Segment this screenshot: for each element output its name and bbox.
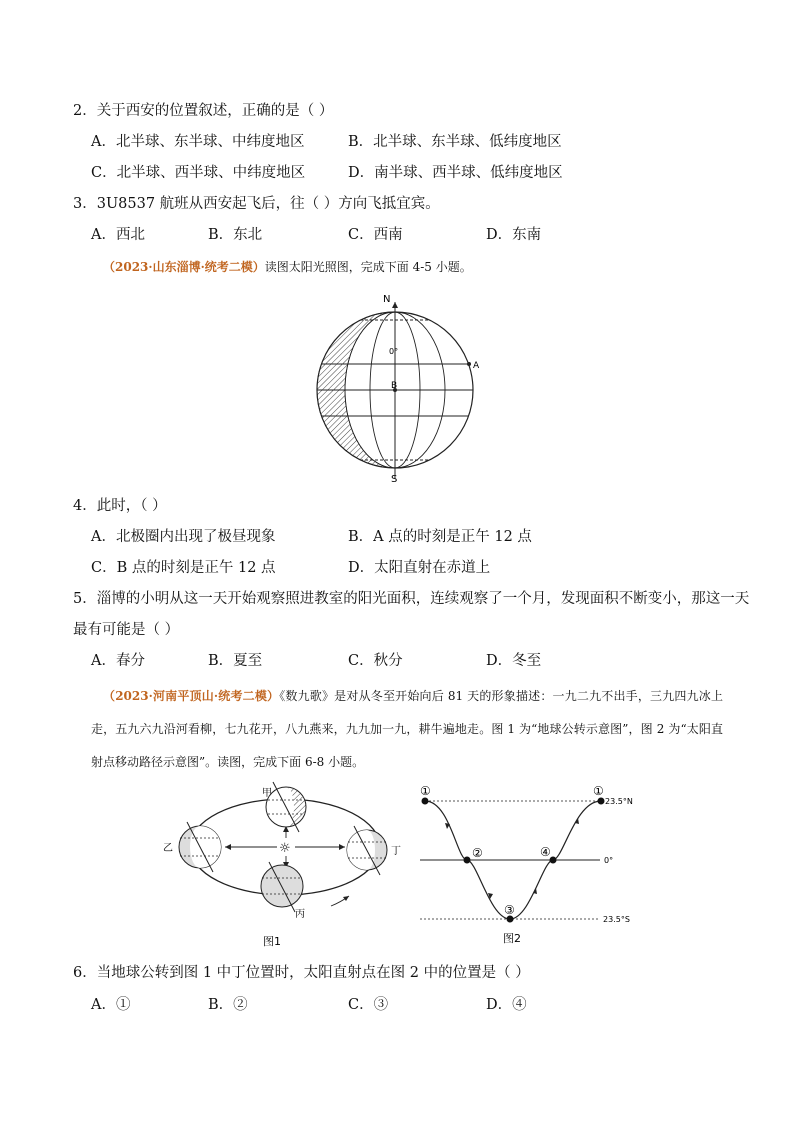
earth-ding <box>347 826 387 875</box>
label-equator: 0° <box>604 856 614 865</box>
q3-option-a: A．西北 <box>91 227 145 243</box>
q3-option-b: B．东北 <box>208 227 263 243</box>
point-4: ④ <box>540 845 551 859</box>
q2-option-a: A．北半球、东半球、中纬度地区 <box>91 134 305 150</box>
label-s: S <box>391 474 398 485</box>
point-3: ③ <box>504 903 515 917</box>
q2-option-d: D．南半球、西半球、低纬度地区 <box>348 165 563 181</box>
q5-option-a: A．春分 <box>91 653 145 669</box>
q4-option-c: C．B 点的时刻是正午 12 点 <box>91 560 276 576</box>
source-text-1: 读图太阳光照图，完成下面 4-5 小题。 <box>264 260 472 274</box>
point-2: ② <box>472 846 483 860</box>
label-a: A <box>473 361 480 371</box>
q4-option-b: B．A 点的时刻是正午 12 点 <box>348 529 532 545</box>
source-paragraph-2 <box>91 680 723 779</box>
q6-stem: 6．当地球公转到图 1 中丁位置时，太阳直射点在图 2 中的位置是（ ） <box>73 965 530 981</box>
q5-option-d: D．冬至 <box>486 653 542 669</box>
label-ding: 丁 <box>391 846 401 857</box>
q3-option-c: C．西南 <box>348 227 403 243</box>
label-bing: 丙 <box>295 909 305 920</box>
q4-stem: 4．此时，（ ） <box>73 498 167 514</box>
point-1-left: ① <box>420 784 431 798</box>
source-text-2: 《数九歌》是对从冬至开始向后 81 天的形象描述：一九二九不出手，三九四九冰上走，五九六九沿河看柳，七九花开，八九燕来，九九加一九，耕牛遍地走。图 1 为“地球公转示意图”，图 2 为“太阳直射点移动路径示意图”。读图，完成下面 6-8 小题。 <box>91 689 723 769</box>
earth-yi <box>179 822 221 872</box>
point-1-right: ① <box>593 784 604 798</box>
q5-stem-line-2: 最有可能是（ ） <box>73 622 180 638</box>
q5-option-c: C．秋分 <box>348 653 403 669</box>
label-b: B <box>391 381 398 391</box>
sunlight-globe-figure <box>305 288 485 488</box>
label-23s: 23.5°S <box>603 915 630 924</box>
q6-option-c: C．③ <box>348 997 389 1013</box>
caption-fig1: 图1 <box>263 935 281 948</box>
label-23n: 23.5°N <box>605 797 633 806</box>
earth-orbit-figure <box>155 780 401 955</box>
direct-sunlight-path-figure <box>415 783 650 948</box>
q2-option-b: B．北半球、东半球、低纬度地区 <box>348 134 562 150</box>
sun-symbol: ☼ <box>279 841 291 856</box>
q6-option-a: A．① <box>91 997 131 1013</box>
label-n: N <box>383 294 391 305</box>
q6-option-b: B．② <box>208 997 248 1013</box>
source-line-1 <box>103 258 472 276</box>
earth-bing <box>261 862 303 912</box>
q2-stem: 2．关于西安的位置叙述，正确的是（ ） <box>73 103 334 119</box>
earth-jia <box>266 782 306 832</box>
source-tag-1: （2023·山东淄博·统考二模） <box>103 260 265 274</box>
q6-option-d: D．④ <box>486 997 527 1013</box>
q5-option-b: B．夏至 <box>208 653 263 669</box>
label-zero-meridian: 0° <box>389 347 399 356</box>
label-jia: 甲 <box>262 788 272 799</box>
label-yi: 乙 <box>163 843 173 854</box>
caption-fig2: 图2 <box>503 932 521 945</box>
source-tag-2: （2023·河南平顶山·统考二模） <box>103 689 280 703</box>
q4-option-d: D．太阳直射在赤道上 <box>348 560 491 576</box>
q2-option-c: C．北半球、西半球、中纬度地区 <box>91 165 306 181</box>
q3-stem: 3．3U8537 航班从西安起飞后，往（ ）方向飞抵宜宾。 <box>73 196 440 212</box>
q5-stem-line-1: 5．淄博的小明从这一天开始观察照进教室的阳光面积，连续观察了一个月，发现面积不断变小，那这一天 <box>73 591 750 607</box>
q3-option-d: D．东南 <box>486 227 542 243</box>
q4-option-a: A．北极圈内出现了极昼现象 <box>91 529 276 545</box>
